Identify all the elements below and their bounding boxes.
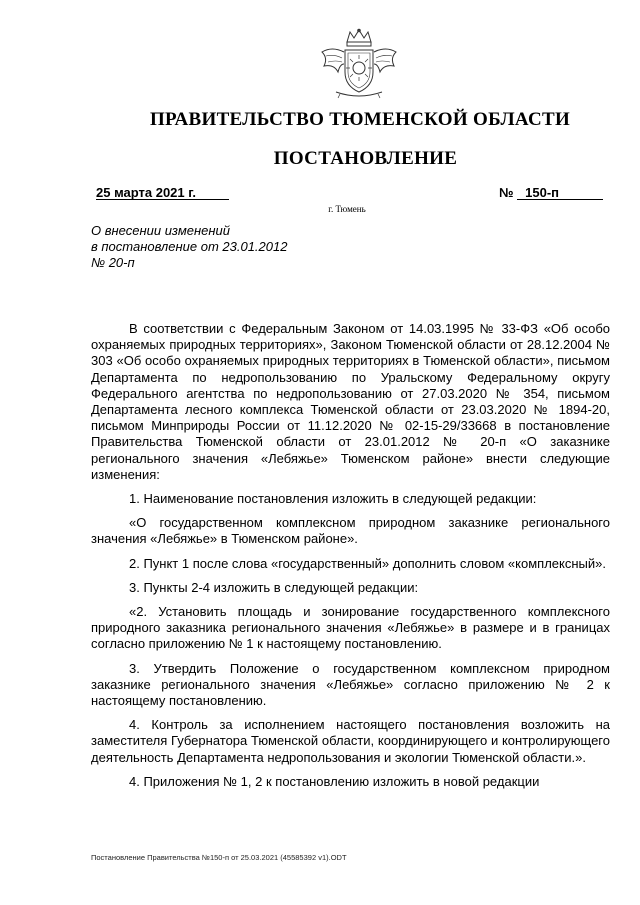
document-subject	[91, 223, 287, 271]
date-underline	[96, 199, 229, 200]
body-paragraph: В соответствии с Федеральным Законом от 14.03.1995 № 33-ФЗ «Об особо охраняемых природных территориях», Законом Тюменской области от 28.12.2004 № 303 «Об особо охраняемых природных территориях в Тюменской области», письмом Департамента по недропользованию по Уральскому Федеральному округу Федерального агентства по недропользованию от 27.03.2020 № 354, письмом Департамента лесного комплекса Тюменской области от 23.03.2020 № 1894-20, письмом Минприроды России от 11.12.2020 № 02-15-29/33668 в постановление Правительства Тюменской области от 23.01.2012 № 20-п «О заказнике регионального значения «Лебяжье» Тюменском районе» внести следующие изменения:	[91, 321, 610, 482]
document-type-title: ПОСТАНОВЛЕНИЕ	[273, 148, 458, 169]
number-underline	[517, 199, 603, 200]
subject-line: в постановление от 23.01.2012	[91, 239, 288, 254]
body-paragraph: 3. Утвердить Положение о государственном комплексном природном заказнике регионального значения «Лебяжье» согласно приложению № 2 к настоящему постановлению.	[91, 660, 610, 709]
number-prefix: №	[499, 185, 514, 200]
body-paragraph: 4. Контроль за исполнением настоящего постановления возложить на заместителя Губернатора Тюменской области, координирующего и контролирующего деятельность Департамента недропользования и экологии Тюменской области.».	[91, 717, 610, 765]
coat-of-arms-icon	[314, 28, 404, 100]
body-paragraph: 3. Пункты 2-4 изложить в следующей редакции:	[129, 579, 419, 595]
document-city: г. Тюмень	[328, 204, 366, 214]
document-date: 25 марта 2021 г.	[96, 185, 196, 200]
body-paragraph: «2. Установить площадь и зонирование государственного комплексного природного заказника регионального значения «Лебяжье» в размере и в границах согласно приложению № 1 к настоящему постановлению.	[91, 604, 610, 652]
body-paragraph: 1. Наименование постановления изложить в следующей редакции:	[129, 491, 537, 507]
document-number: 150-п	[525, 185, 559, 200]
organization-title: ПРАВИТЕЛЬСТВО ТЮМЕНСКОЙ ОБЛАСТИ	[149, 109, 571, 130]
body-paragraph: 4. Приложения № 1, 2 к постановлению изложить в новой редакции	[129, 773, 540, 789]
subject-line: О внесении изменений	[91, 223, 230, 238]
document-body	[91, 321, 610, 798]
subject-line: № 20-п	[91, 255, 135, 270]
body-paragraph: 2. Пункт 1 после слова «государственный» дополнить словом «комплексный».	[129, 555, 606, 571]
document-number-block	[499, 185, 559, 200]
body-paragraph: «О государственном комплексном природном заказнике регионального значения «Лебяжье» в Тюменском районе».	[91, 515, 610, 547]
document-footer: Постановление Правительства №150-п от 25.03.2021 (45585392 v1).ODT	[91, 853, 347, 862]
